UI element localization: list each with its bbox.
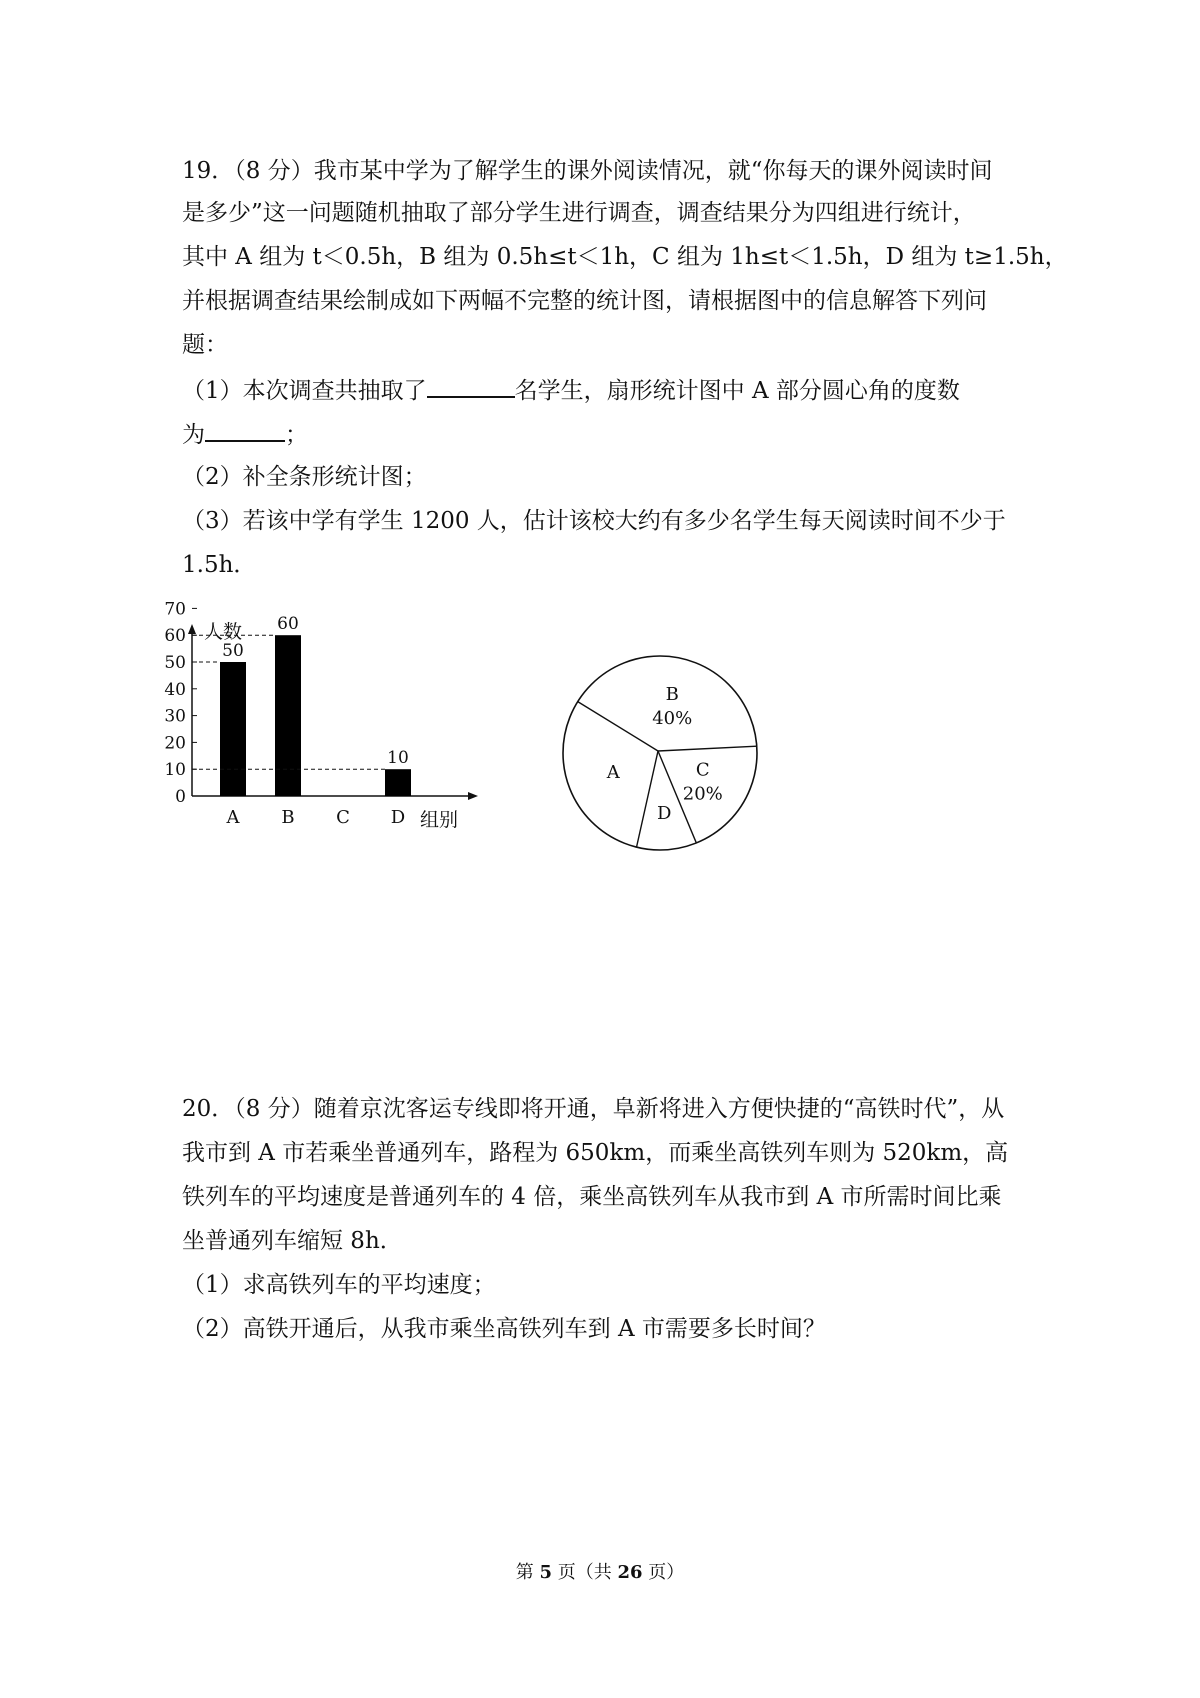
y-tick-label: 50 [164,653,186,673]
y-tick-label: 30 [164,706,186,727]
q20-sub1: （1）求高铁列车的平均速度； [182,1272,496,1298]
pie-slice-percent-C: 20% [682,783,723,805]
q19-sub1-line-2 [182,418,308,450]
bar-B [275,635,301,796]
q19-line-1: 19．（8 分）我市某中学为了解学生的课外阅读情况，就“你每天的课外阅读时间 [182,158,993,184]
q19-line-5: 题： [182,332,228,358]
pie-chart [535,645,785,885]
x-tick-label: B [281,807,295,828]
pie-slice-label-C: C [695,759,710,781]
x-axis-title: 组别 [420,809,459,831]
bar-value-label-D: 10 [387,748,409,769]
q20-line-4: 坐普通列车缩短 8h． [182,1228,403,1254]
pie-slice-label-B: B [665,684,679,706]
pie-slice-boundary [578,702,658,751]
q20-line-2: 我市到 A 市若乘坐普通列车，路程为 650km，而乘坐高铁列车则为 520km，高 [182,1140,1009,1166]
footer-prefix: 第 [515,1562,540,1583]
pie-slice-boundary [637,751,658,847]
y-tick-label: 60 [164,626,186,647]
pie-slice-percent-B: 40% [652,708,693,730]
y-tick-label: 20 [164,733,186,754]
bar-A [220,662,246,796]
footer-middle: 页（共 [552,1562,618,1583]
q19-sub1-text-b: 名学生，扇形统计图中 A 部分圆心角的度数 [514,378,960,404]
pie-slice-label-D: D [656,802,672,824]
bar-D [385,769,411,796]
q19-sub1-text-c: 为 [182,422,205,448]
page-footer [0,1561,1200,1585]
footer-page-number: 5 [539,1562,552,1583]
y-axis-arrow-icon [188,624,196,634]
q19-line-3: 其中 A 组为 t＜0.5h，B 组为 0.5h≤t＜1h，C 组为 1h≤t＜1.5h，D 组为 t≥1.5h， [182,244,1068,270]
q19-sub3-line-2: 1.5h． [182,552,257,578]
y-tick-label: 10 [164,760,186,781]
q19-sub1-text-a: （1）本次调查共抽取了 [182,378,427,404]
q20-line-1: 20．（8 分）随着京沈客运专线即将开通，阜新将进入方便快捷的“高铁时代”，从 [182,1096,1005,1122]
footer-suffix: 页） [642,1562,685,1583]
x-tick-label: C [336,807,350,828]
answer-blank-1[interactable] [427,374,515,398]
bar-chart [164,599,520,900]
q19-line-2: 是多少”这一问题随机抽取了部分学生进行调查，调查结果分为四组进行统计， [182,200,976,226]
y-tick-label: 0 [175,787,186,807]
x-tick-label: A [226,807,240,828]
q19-sub1-line-1 [182,374,960,406]
x-tick-label: D [390,807,406,828]
y-tick-label: 70 [164,599,186,620]
answer-blank-2[interactable] [205,418,285,442]
pie-slice-label-A: A [606,761,620,783]
q19-sub1-text-d: ； [285,422,308,448]
bar-value-label-B: 60 [277,614,299,635]
footer-total-pages: 26 [617,1562,643,1583]
pie-slice-boundary [658,746,757,751]
q19-line-4: 并根据调查结果绘制成如下两幅不完整的统计图，请根据图中的信息解答下列问 [182,288,987,314]
q19-sub3-line-1: （3）若该中学有学生 1200 人，估计该校大约有多少名学生每天阅读时间不少于 [182,508,1006,534]
y-tick-label: 40 [164,679,186,700]
x-axis-arrow-icon [468,792,478,800]
q20-line-3: 铁列车的平均速度是普通列车的 4 倍，乘坐高铁列车从我市到 A 市所需时间比乘 [182,1184,1002,1210]
bar-value-label-A: 50 [222,641,244,661]
y-axis-title: 人数 [204,621,243,643]
q19-sub2: （2）补全条形统计图； [182,464,427,490]
q20-sub2: （2）高铁开通后，从我市乘坐高铁列车到 A 市需要多长时间？ [182,1316,826,1342]
